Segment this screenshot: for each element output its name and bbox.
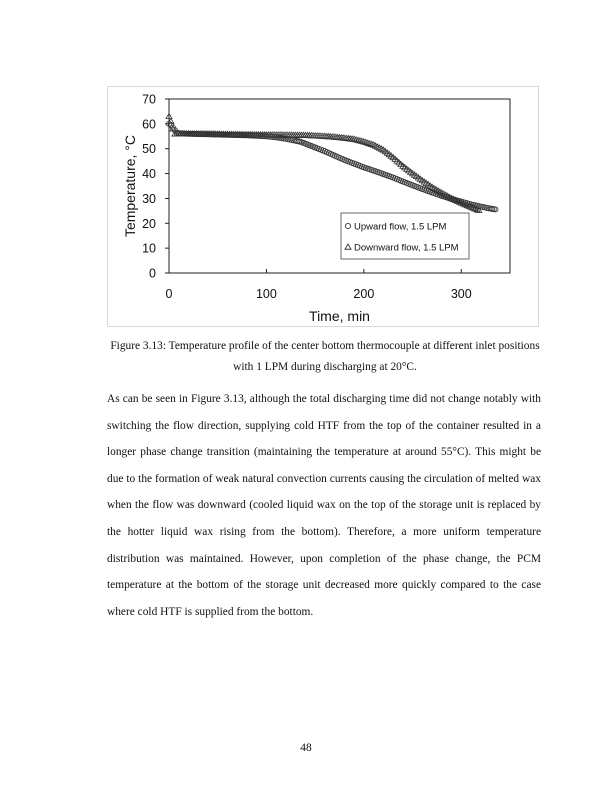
x-tick-label: 200 (353, 287, 375, 301)
y-axis-label: Temperature, °C (122, 134, 138, 238)
y-tick-label: 10 (142, 241, 156, 256)
legend-label: Downward flow, 1.5 LPM (354, 242, 459, 254)
y-tick-label: 70 (142, 92, 156, 107)
y-tick-label: 0 (149, 266, 156, 281)
axes (122, 93, 510, 325)
x-tick-label: 100 (255, 287, 277, 301)
page-number: 48 (300, 742, 312, 754)
y-tick-label: 50 (142, 142, 156, 157)
x-tick-label: 300 (450, 287, 472, 301)
y-tick-label: 30 (142, 191, 156, 206)
figure-chart (107, 86, 539, 327)
y-tick-label: 20 (142, 216, 156, 231)
series-layer (166, 113, 498, 212)
y-tick-label: 40 (142, 167, 156, 182)
body-paragraph: As can be seen in Figure 3.13, although the total discharging time did not change notably with switching the flow direction, supplying cold HTF from the top of the container resulted in a longer phase change transition (maintaining the temperature at around 55°C). This might be due to the formation of weak natural convection currents causing the circulation of melted wax when the flow was downward (cooled liquid wax on the top of the storage unit is replaced by the hotter liquid wax rising from the bottom). Therefore, a more uniform temperature distribution was maintained. However, upon completion of the phase change, the PCM temperature at the bottom of the storage unit decreased more quickly compared to the case where cold HTF is supplied from the bottom. (107, 393, 541, 618)
chart-svg (108, 87, 540, 328)
legend-label: Upward flow, 1.5 LPM (354, 221, 447, 233)
legend (341, 213, 469, 259)
x-axis-label: Time, min (309, 308, 370, 324)
y-tick-label: 60 (142, 117, 156, 132)
body-text (107, 386, 541, 625)
figure-caption: Figure 3.13: Temperature profile of the center bottom thermocouple at different inlet positions with 1 LPM during discharging at 20°C. (110, 340, 540, 373)
x-tick-label: 0 (165, 287, 173, 301)
series-downward-flow (166, 113, 482, 212)
